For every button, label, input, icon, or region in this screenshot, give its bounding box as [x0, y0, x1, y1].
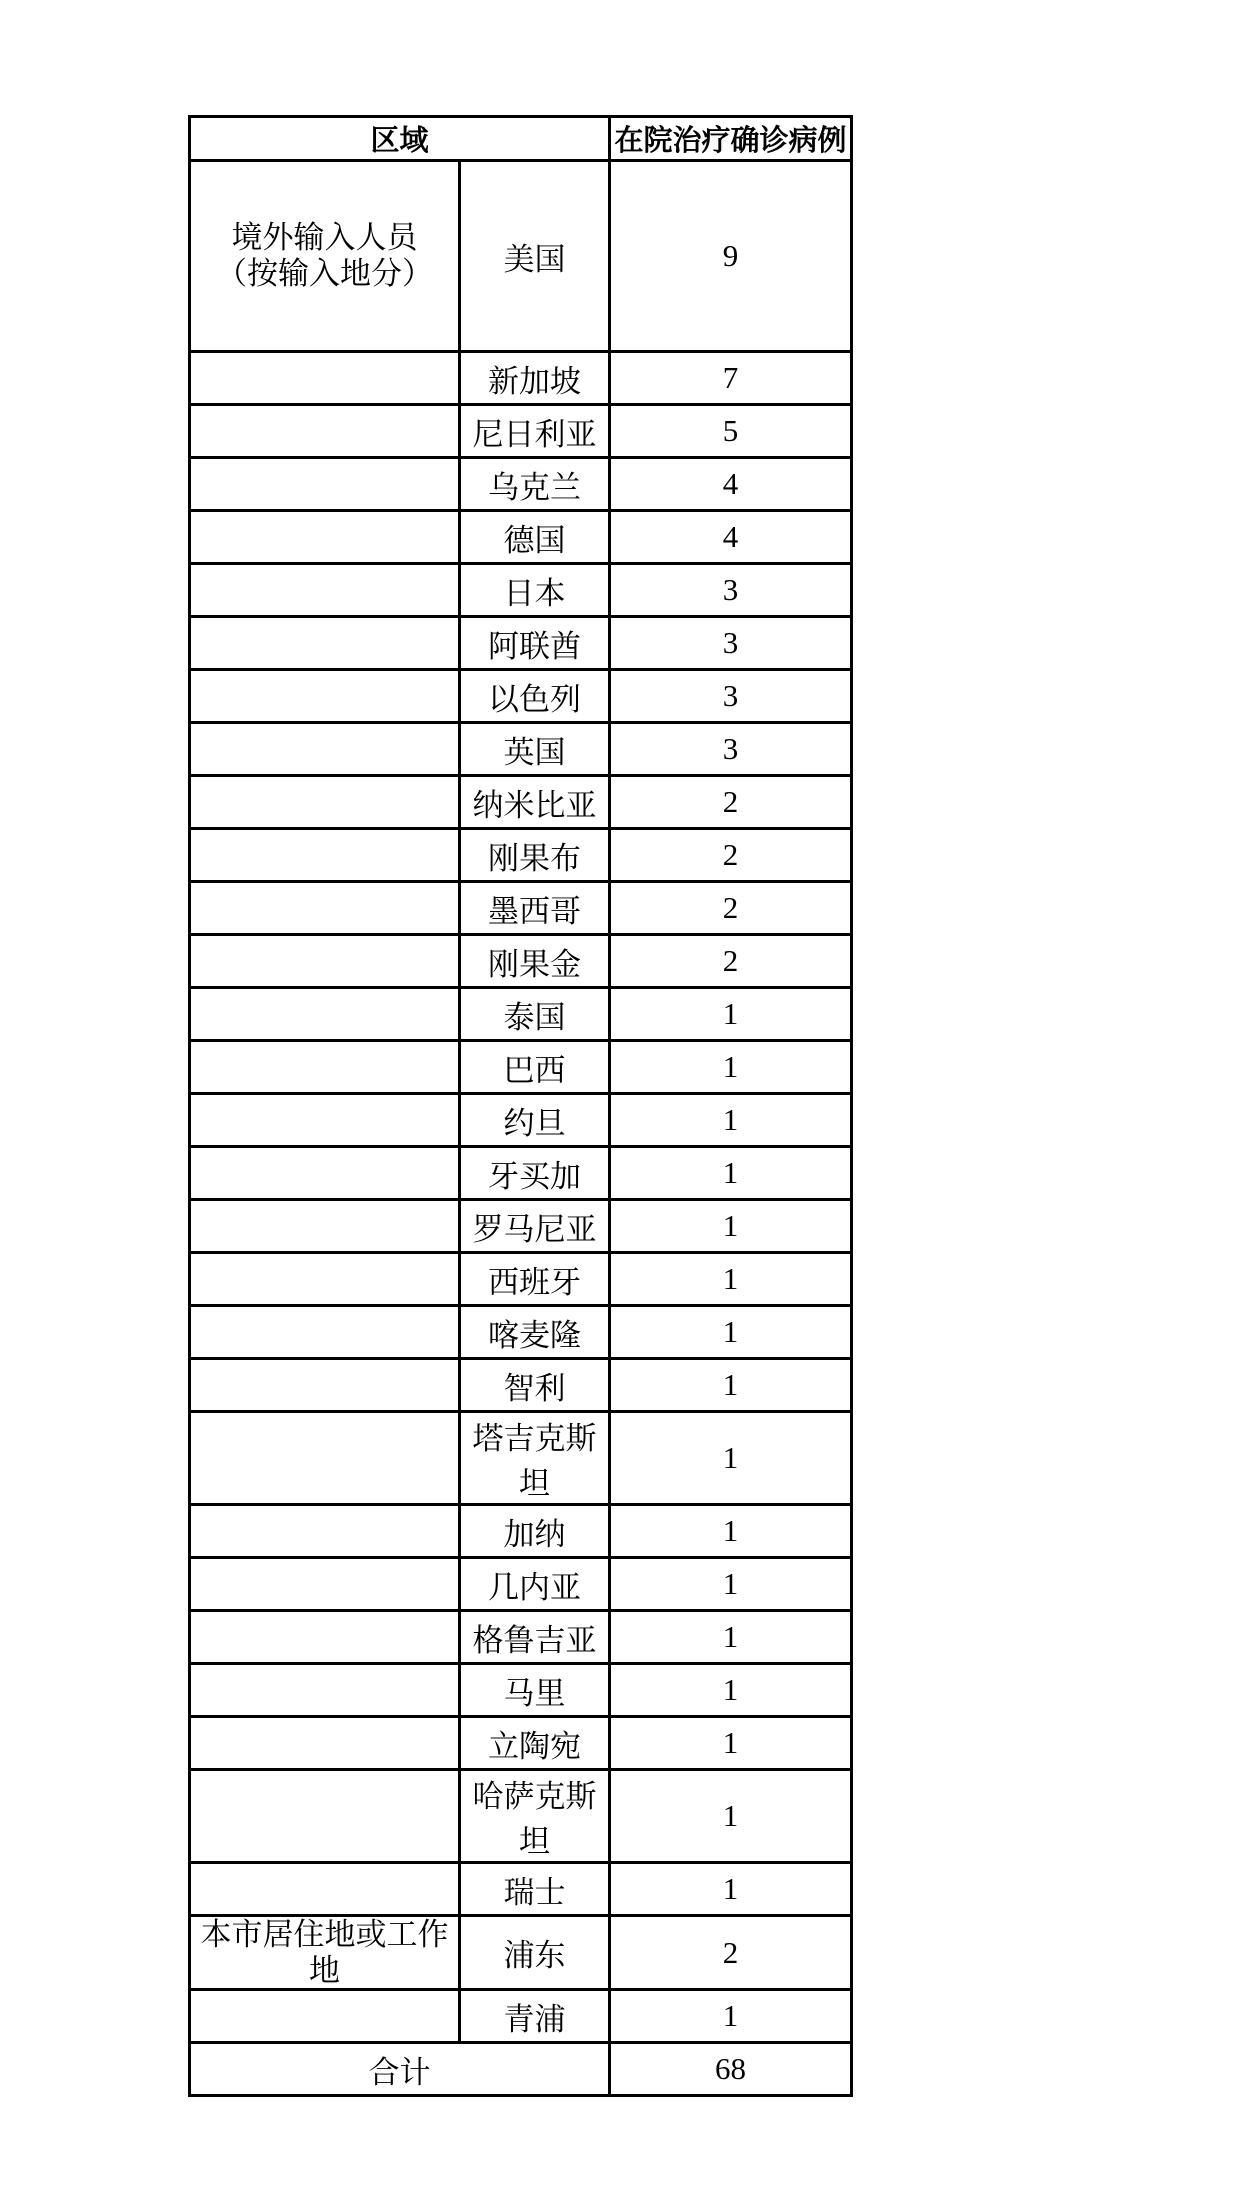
table-row — [190, 511, 852, 564]
place-cell: 西班牙 — [460, 1253, 610, 1306]
place-cell: 美国 — [460, 161, 610, 352]
table-row — [190, 117, 852, 161]
cases-cell: 1 — [610, 1200, 852, 1253]
cases-cell: 1 — [610, 1611, 852, 1664]
table-row — [190, 935, 852, 988]
cases-cell: 1 — [610, 1094, 852, 1147]
cases-cell: 2 — [610, 1916, 852, 1990]
empty-cell — [190, 829, 460, 882]
group-label-line: 本市居住地或工作地 — [200, 1917, 449, 1988]
place-cell: 瑞士 — [460, 1863, 610, 1916]
empty-cell — [190, 723, 460, 776]
cases-cell: 3 — [610, 723, 852, 776]
cases-cell: 1 — [610, 1664, 852, 1717]
cases-cell: 3 — [610, 617, 852, 670]
empty-cell — [190, 352, 460, 405]
place-cell: 立陶宛 — [460, 1717, 610, 1770]
cases-cell: 1 — [610, 1863, 852, 1916]
empty-cell — [190, 935, 460, 988]
table-row — [190, 2043, 852, 2096]
place-cell: 刚果布 — [460, 829, 610, 882]
cases-cell: 5 — [610, 405, 852, 458]
table-row — [190, 617, 852, 670]
group-label-line: 境外输入人员 — [231, 220, 418, 256]
place-cell: 刚果金 — [460, 935, 610, 988]
table-row — [190, 564, 852, 617]
empty-cell — [190, 405, 460, 458]
place-cell: 阿联酋 — [460, 617, 610, 670]
empty-cell — [190, 564, 460, 617]
group-label-line: （按输入地分） — [216, 256, 433, 291]
table-row — [190, 1147, 852, 1200]
cases-cell: 1 — [610, 1147, 852, 1200]
place-cell: 乌克兰 — [460, 458, 610, 511]
place-cell: 日本 — [460, 564, 610, 617]
cases-cell: 2 — [610, 776, 852, 829]
empty-cell — [190, 511, 460, 564]
empty-cell — [190, 1611, 460, 1664]
place-cell: 几内亚 — [460, 1558, 610, 1611]
cases-cell: 1 — [610, 1990, 852, 2043]
cases-cell: 4 — [610, 458, 852, 511]
table-row — [190, 776, 852, 829]
cases-cell: 1 — [610, 1412, 852, 1505]
empty-cell — [190, 1359, 460, 1412]
table-row — [190, 1200, 852, 1253]
place-cell: 德国 — [460, 511, 610, 564]
place-cell: 巴西 — [460, 1041, 610, 1094]
table-row — [190, 161, 852, 352]
cases-cell: 1 — [610, 1253, 852, 1306]
place-cell: 智利 — [460, 1359, 610, 1412]
cases-cell: 3 — [610, 670, 852, 723]
region-cases-table-body — [190, 117, 852, 2096]
place-cell: 格鲁吉亚 — [460, 1611, 610, 1664]
place-cell: 英国 — [460, 723, 610, 776]
cases-cell: 1 — [610, 988, 852, 1041]
table-row — [190, 1558, 852, 1611]
cases-cell: 2 — [610, 829, 852, 882]
table-row — [190, 723, 852, 776]
empty-cell — [190, 776, 460, 829]
cases-cell: 1 — [610, 1505, 852, 1558]
table-row — [190, 352, 852, 405]
cases-cell: 1 — [610, 1041, 852, 1094]
table-row — [190, 1306, 852, 1359]
table-row — [190, 1611, 852, 1664]
table-row — [190, 1505, 852, 1558]
empty-cell — [190, 1253, 460, 1306]
empty-cell — [190, 1041, 460, 1094]
empty-cell — [190, 882, 460, 935]
table-row — [190, 1094, 852, 1147]
place-cell: 以色列 — [460, 670, 610, 723]
place-cell: 新加坡 — [460, 352, 610, 405]
empty-cell — [190, 988, 460, 1041]
total-value: 68 — [610, 2043, 852, 2096]
empty-cell — [190, 1770, 460, 1863]
cases-cell: 2 — [610, 935, 852, 988]
cases-cell: 3 — [610, 564, 852, 617]
table-row — [190, 882, 852, 935]
group-label — [190, 161, 460, 352]
empty-cell — [190, 1306, 460, 1359]
empty-cell — [190, 1717, 460, 1770]
empty-cell — [190, 1200, 460, 1253]
place-cell: 青浦 — [460, 1990, 610, 2043]
table-row — [190, 458, 852, 511]
cases-cell: 1 — [610, 1717, 852, 1770]
empty-cell — [190, 670, 460, 723]
cases-cell: 1 — [610, 1359, 852, 1412]
place-cell: 牙买加 — [460, 1147, 610, 1200]
cases-cell: 1 — [610, 1770, 852, 1863]
cases-cell: 2 — [610, 882, 852, 935]
cases-cell: 1 — [610, 1306, 852, 1359]
cases-cell: 4 — [610, 511, 852, 564]
place-cell: 罗马尼亚 — [460, 1200, 610, 1253]
total-label: 合计 — [190, 2043, 610, 2096]
empty-cell — [190, 1147, 460, 1200]
empty-cell — [190, 1412, 460, 1505]
place-cell: 约旦 — [460, 1094, 610, 1147]
place-cell: 塔吉克斯坦 — [460, 1412, 610, 1505]
place-cell: 墨西哥 — [460, 882, 610, 935]
place-cell: 喀麦隆 — [460, 1306, 610, 1359]
table-row — [190, 1770, 852, 1863]
place-cell: 泰国 — [460, 988, 610, 1041]
empty-cell — [190, 1558, 460, 1611]
table-row — [190, 988, 852, 1041]
table-row — [190, 1253, 852, 1306]
empty-cell — [190, 1505, 460, 1558]
place-cell: 浦东 — [460, 1916, 610, 1990]
place-cell: 加纳 — [460, 1505, 610, 1558]
place-cell: 尼日利亚 — [460, 405, 610, 458]
place-cell: 马里 — [460, 1664, 610, 1717]
cases-cell: 9 — [610, 161, 852, 352]
table-row — [190, 1863, 852, 1916]
header-region: 区域 — [190, 117, 610, 161]
table-row — [190, 1412, 852, 1505]
table-row — [190, 1990, 852, 2043]
table-row — [190, 829, 852, 882]
table-row — [190, 1359, 852, 1412]
place-cell: 哈萨克斯坦 — [460, 1770, 610, 1863]
table-row — [190, 1916, 852, 1990]
table-row — [190, 1664, 852, 1717]
empty-cell — [190, 1990, 460, 2043]
empty-cell — [190, 1664, 460, 1717]
empty-cell — [190, 458, 460, 511]
group-label — [190, 1916, 460, 1990]
header-cases: 在院治疗确诊病例 — [610, 117, 852, 161]
table-row — [190, 1717, 852, 1770]
table-row — [190, 405, 852, 458]
empty-cell — [190, 617, 460, 670]
table-row — [190, 1041, 852, 1094]
place-cell: 纳米比亚 — [460, 776, 610, 829]
empty-cell — [190, 1863, 460, 1916]
cases-cell: 1 — [610, 1558, 852, 1611]
cases-cell: 7 — [610, 352, 852, 405]
empty-cell — [190, 1094, 460, 1147]
table-row — [190, 670, 852, 723]
region-cases-table — [188, 115, 853, 2097]
